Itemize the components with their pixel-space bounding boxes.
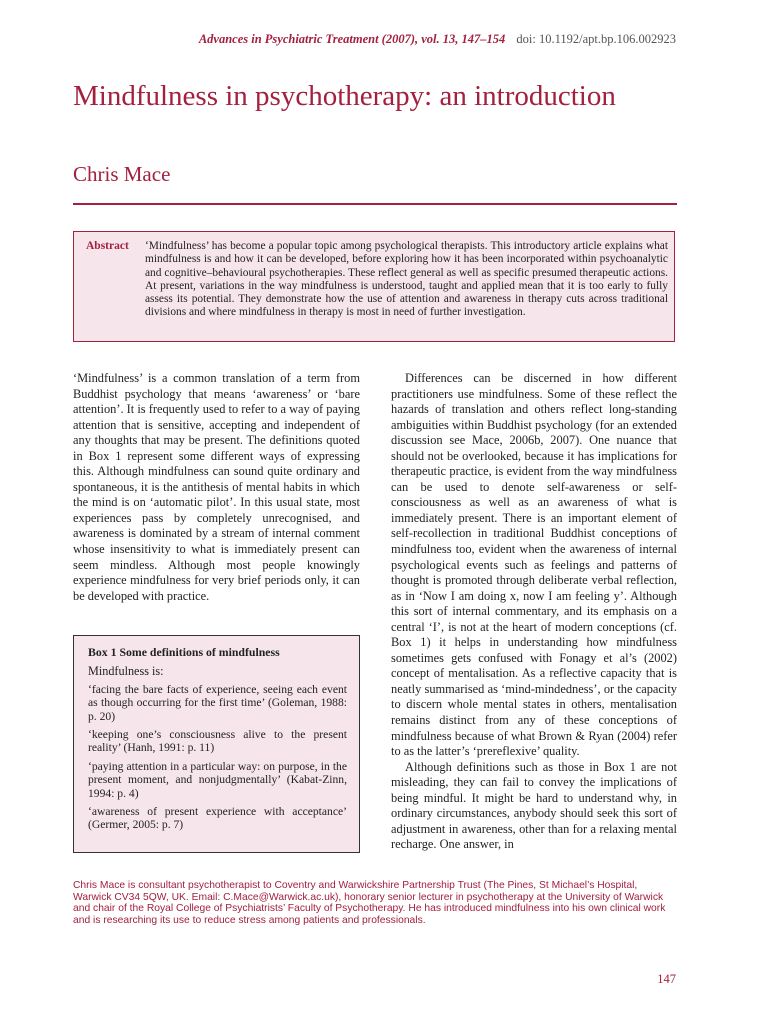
abstract-box (73, 231, 675, 342)
intro-paragraph: ‘Mindfulness’ is a common translation of a term from Buddhist psychology that means ‘awareness’ or ‘bare attention’. It is frequently used to refer to a way of paying attention that is sensitive, accepting and independent of any thoughts that may be present. The definitions quoted in Box 1 represent some different ways of expressing this. Although mindfulness can sound quite ordinary and spontaneous, it is the antithesis of mental habits in which the mind is on ‘automatic pilot’. In this usual state, most experiences pass by completely unrecognised, and awareness is dominated by a stream of internal comment whose insensitivity to what is immediately present can seem mindless. Although most people knowingly experience mindfulness for very brief periods only, it can be developed with practice. (73, 371, 360, 603)
body-paragraph: Although definitions such as those in Box 1 are not misleading, they can fail to convey the implications of being mindful. It might be hard to understand why, in ordinary circumstances, anybody should seek this sort of adjustment in awareness, other than for a relaxing mental recharge. One answer, in (391, 759, 677, 852)
box1-intro: Mindfulness is: (88, 664, 164, 679)
journal-citation-header (199, 32, 676, 47)
doi-text: doi: 10.1192/apt.bp.106.002923 (516, 32, 676, 46)
box1-definition: ‘awareness of present experience with acceptance’ (Germer, 2005: p. 7) (88, 805, 347, 832)
box1-definition: ‘facing the bare facts of experience, seeing each event as though occurring for the first time’ (Goleman, 1988: p. 20) (88, 682, 347, 723)
box1-definitions (73, 635, 360, 853)
box1-definition: ‘paying attention in a particular way: on purpose, in the present moment, and nonjudgmentally’ (Kabat-Zinn, 1994: p. 4) (88, 759, 347, 800)
left-column (73, 371, 360, 604)
abstract-label: Abstract (86, 240, 129, 252)
page-number: 147 (657, 972, 676, 986)
right-column (391, 371, 677, 853)
journal-name: Advances in Psychiatric Treatment (2007), vol. 13, 147–154 (198, 32, 506, 46)
box1-definition: ‘keeping one’s consciousness alive to the present reality’ (Hanh, 1991: p. 11) (88, 728, 347, 755)
box1-title: Box 1 Some definitions of mindfulness (88, 645, 280, 659)
author-footnote: Chris Mace is consultant psychotherapist to Coventry and Warwickshire Partnership Trust (The Pines, St Michael’s Hospital, Warwick CV34 5QW, UK. Email: C.Mace@Warwick.ac.uk), honorary senior lecturer in psychotherapy at the University of Warwick and chair of the Royal College of Psychiatrists’ Faculty of Psychotherapy. He has introduced mindfulness into his own clinical work and is researching its use to reduce stress among patients and professionals. (73, 880, 666, 926)
article-title: Mindfulness in psychotherapy: an introduction (73, 80, 616, 112)
title-divider (73, 203, 677, 205)
article-author: Chris Mace (73, 162, 171, 186)
abstract-text: ‘Mindfulness’ has become a popular topic among psychological therapists. This introductory article explains what mindfulness is and how it can be developed, before exploring how it has been incorporated within psychoanalytic and cognitive–behavioural psychotherapies. These reflect general as well as specific presumed therapeutic actions. At present, variations in the way mindfulness is understood, taught and applied mean that it is too early to fully assess its potential. They demonstrate how the use of attention and awareness in therapy cuts across traditional divisions and where mindfulness in therapy is most in need of further investigation. (145, 240, 668, 319)
body-paragraph: Differences can be discerned in how different practitioners use mindfulness. Some of these reflect the hazards of translation and others reflect long-standing ambiguities within Buddhist psychology (for an extended discussion see Mace, 2006b, 2007). One nuance that should not be overlooked, because it has implications for therapeutic practice, is evident from the way mindfulness can be used to denote self-awareness or self-consciousness as well as an awareness of what is immediately present. There is an important element of self-recollection in traditional Buddhist conceptions of mindfulness too, evident when the awareness of internal psychological events such as feelings and patterns of thought is promoted through deliberate verbal reflection, as in ‘Now I am doing x, now I am feeling y’. Although this sort of internal commentary, and its emphasis on a central ‘I’, is not at the heart of modern conceptions (cf. Box 1) it helps in understanding how mindfulness sometimes gets confused with Fonagy et al’s (2002) concept of mentalisation. As a reflective capacity that is neatly summarised as ‘mind-mindedness’, or the capacity to discern whole mental states in others, mentalisation remains distinct from any of these conceptions of mindfulness because of what Brown & Ryan (2004) refer to as the latter’s ‘prereflexive’ quality. (391, 371, 677, 759)
